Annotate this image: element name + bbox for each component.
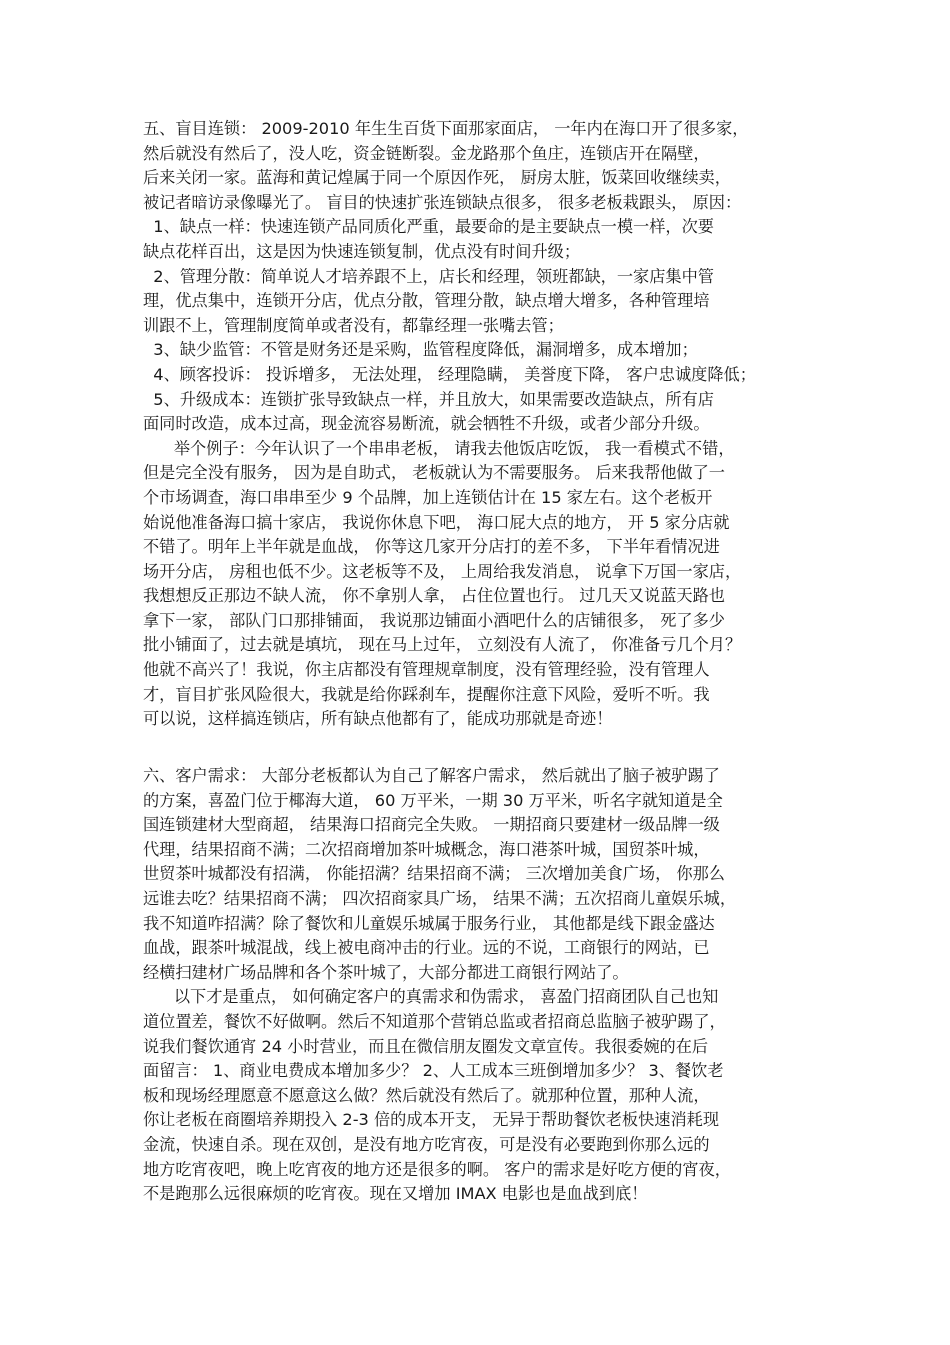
text-line: 场开分店， 房租也低不少。这老板等不及， 上周给我发消息， 说拿下万国一家店， — [143, 561, 742, 581]
text-line: 举个例子：今年认识了一个串串老板， 请我去他饭店吃饭， 我一看模式不错， — [143, 438, 735, 458]
section-six-customer-demand — [143, 764, 823, 1207]
text-line: 说我们餐饮通宵 24 小时营业，而且在微信朋友圈发文章宣传。我很委婉的在后 — [143, 1036, 709, 1056]
text-line: 后来关闭一家。蓝海和黄记煌属于同一个原因作死， 厨房太脏，饭菜回收继续卖， — [143, 168, 731, 188]
text-line: 六、客户需求： 大部分老板都认为自己了解客户需求， 然后就出了脑子被驴踢了 — [143, 766, 720, 785]
text-line: 五、盲目连锁： 2009-2010 年生生百货下面那家面店， 一年内在海口开了很多家， — [143, 119, 749, 138]
text-line: 但是完全没有服务， 因为是自助式， 老板就认为不需要服务。 后来我帮他做了一 — [143, 463, 725, 483]
text-line: 道位置差，餐饮不好做啊。然后不知道那个营销总监或者招商总监脑子被驴踢了， — [143, 1011, 726, 1031]
text-line: 他就不高兴了！我说，你主店都没有管理规章制度，没有管理经验，没有管理人 — [143, 660, 710, 680]
text-line: 板和现场经理愿意不愿意这么做？然后就没有然后了。就那种位置，那种人流， — [143, 1085, 710, 1105]
text-line: 代理，结果招商不满；二次招商增加茶叶城概念，海口港茶叶城，国贸茶叶城， — [143, 839, 710, 859]
text-line: 你让老板在商圈培养期投入 2-3 倍的成本开支， 无异于帮助餐饮老板快速消耗现 — [143, 1110, 720, 1130]
text-line: 的方案，喜盈门位于椰海大道， 60 万平米，一期 30 万平米，听名字就知道是全 — [143, 790, 723, 810]
text-line: 5、升级成本：连锁扩张导致缺点一样，并且放大，如果需要改造缺点，所有店 — [143, 389, 714, 409]
text-line: 始说他准备海口搞十家店， 我说你休息下吧， 海口屁大点的地方， 开 5 家分店就 — [143, 512, 730, 532]
text-line: 金流，快速自杀。现在双创，是没有地方吃宵夜，可是没有必要跑到你那么远的 — [143, 1134, 710, 1154]
text-line: 2、管理分散：简单说人才培养跟不上，店长和经理，领班都缺，一家店集中管 — [143, 266, 714, 286]
text-line: 被记者暗访录像曝光了。 盲目的快速扩张连锁缺点很多， 很多老板栽跟头， 原因： — [143, 192, 742, 212]
text-line: 不错了。明年上半年就是血战， 你等这几家开分店打的差不多， 下半年看情况进 — [143, 537, 720, 557]
text-line: 可以说，这样搞连锁店，所有缺点他都有了，能成功那就是奇迹！ — [143, 709, 613, 729]
text-line: 训跟不上，管理制度简单或者没有，都靠经理一张嘴去管； — [143, 315, 564, 335]
text-line: 血战，跟茶叶城混战，线上被电商冲击的行业。远的不说，工商银行的网站，已 — [143, 938, 710, 958]
text-line: 远谁去吃？结果招商不满； 四次招商家具广场， 结果不满；五次招商儿童娱乐城， — [143, 888, 737, 908]
text-line: 拿下一家， 部队门口那排铺面， 我说那边铺面小酒吧什么的店铺很多， 死了多少 — [143, 610, 725, 630]
text-line: 我想想反正那边不缺人流， 你不拿别人拿， 占住位置也行。 过几天又说蓝天路也 — [143, 586, 725, 606]
text-line: 4、顾客投诉： 投诉增多， 无法处理， 经理隐瞒， 美誉度下降， 客户忠诚度降低； — [143, 364, 756, 384]
text-line: 然后就没有然后了，没人吃，资金链断裂。金龙路那个鱼庄，连锁店开在隔壁， — [143, 143, 710, 163]
text-line: 经横扫建材广场品牌和各个茶叶城了，大部分都进工商银行网站了。 — [143, 962, 629, 982]
text-line: 世贸茶叶城都没有招满， 你能招满？结果招商不满； 三次增加美食广场， 你那么 — [143, 864, 725, 884]
text-line: 才，盲目扩张风险很大，我就是给你踩刹车，提醒你注意下风险，爱听不听。我 — [143, 684, 710, 704]
text-line: 不是跑那么远很麻烦的吃宵夜。现在又增加 IMAX 电影也是血战到底！ — [143, 1184, 648, 1204]
text-line: 1、缺点一样：快速连锁产品同质化严重，最要命的是主要缺点一模一样，次要 — [143, 217, 714, 237]
text-line: 批小铺面了，过去就是填坑， 现在马上过年， 立刻没有人流了， 你准备亏几个月？ — [143, 635, 742, 655]
text-line: 以下才是重点， 如何确定客户的真需求和伪需求， 喜盈门招商团队自己也知 — [143, 987, 719, 1007]
text-line: 缺点花样百出，这是因为快速连锁复制，优点没有时间升级； — [143, 241, 581, 261]
section-five-blind-chain-expansion — [143, 117, 823, 732]
text-line: 个市场调查，海口串串至少 9 个品牌，加上连锁估计在 15 家左右。这个老板开 — [143, 487, 713, 507]
text-line: 理，优点集中，连锁开分店，优点分散，管理分散，缺点增大增多，各种管理培 — [143, 291, 710, 311]
text-line: 面同时改造，成本过高，现金流容易断流，就会牺牲不升级，或者少部分升级。 — [143, 414, 710, 434]
text-line: 我不知道咋招满？除了餐饮和儿童娱乐城属于服务行业， 其他都是线下跟金盛达 — [143, 913, 715, 933]
text-line: 面留言： 1、商业电费成本增加多少？ 2、人工成本三班倒增加多少？ 3、餐饮老 — [143, 1061, 724, 1081]
text-line: 国连锁建材大型商超， 结果海口招商完全失败。 一期招商只要建材一级品牌一级 — [143, 815, 720, 835]
text-line: 3、缺少监管：不管是财务还是采购，监管程度降低，漏洞增多，成本增加； — [143, 340, 698, 360]
text-line: 地方吃宵夜吧，晚上吃宵夜的地方还是很多的啊。 客户的需求是好吃方便的宵夜， — [143, 1159, 731, 1179]
